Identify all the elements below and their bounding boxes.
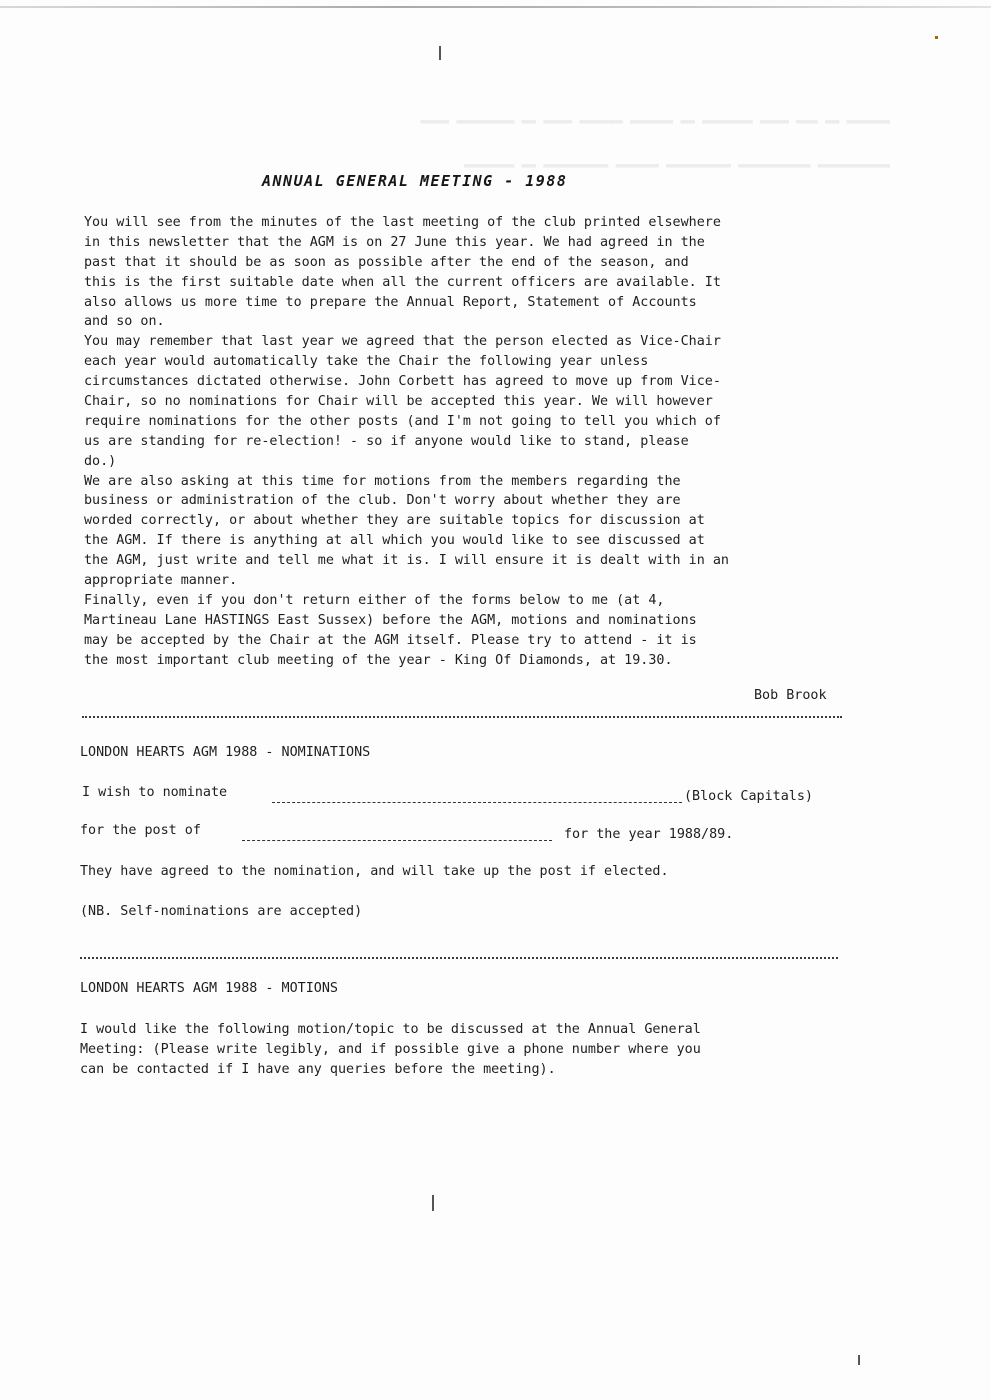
body-line: past that it should be as soon as possible after the end of the season, and [84,254,689,270]
self-nomination-note: (NB. Self-nominations are accepted) [80,904,363,919]
body-line: You will see from the minutes of the last meeting of the club printed elsewhere [84,215,721,230]
body-line: us are standing for re-election! - so if anyone would like to stand, please [84,433,689,449]
body-line: worded correctly, or about whether they are suitable topics for discussion at [84,513,705,529]
body-line: may be accepted by the Chair at the AGM itself. Please try to attend - it is [84,632,697,648]
post-label: for the post of [80,823,201,838]
body-line: and so on. [84,314,165,330]
show-through-background: ▬▬▬▬▬▬ ▬▬ ▬▬▬ ▬▬▬▬ ▬▬▬▬▬▬▬ ▬▬ ▬▬▬▬▬▬ ▬▬▬▬▬▬ ▬▬▬▬ ▬▬ ▬▬▬▬▬▬▬▬ ▬▬▬▬ ▬▬▬▬▬▬▬▬▬▬ ▬▬▬▬▬▬▬▬▬▬ ▬▬▬▬▬▬▬▬▬ ▬▬▬▬▬▬ ▬▬▬▬▬▬▬▬▬ ▬▬ ▬▬▬▬▬▬▬ [420,114,890,172]
body-text [84,213,844,670]
body-line: in this newsletter that the AGM is on 27 June this year. We had agreed in the [84,234,705,250]
body-line: the AGM, just write and tell me what it is. I will ensure it is dealt with in an [84,553,729,569]
body-line: business or administration of the club. Don't worry about whether they are [84,493,681,509]
body-line: Martineau Lane HASTINGS East Sussex) before the AGM, motions and nominations [84,612,697,628]
body-line: circumstances dictated otherwise. John Corbett has agreed to move up from Vice- [84,374,721,390]
dotted-cut-line [80,957,838,959]
body-line: this is the first suitable date when all the current officers are available. It [84,274,721,290]
body-line: Finally, even if you don't return either of the forms below to me (at 4, [84,592,665,608]
body-line: the most important club meeting of the year - King Of Diamonds, at 19.30. [84,652,673,668]
body-line: We are also asking at this time for motions from the members regarding the [84,473,681,489]
nominations-heading: LONDON HEARTS AGM 1988 - NOMINATIONS [80,745,371,760]
scan-mark [432,1195,434,1211]
body-line: appropriate manner. [84,573,238,589]
body-line: You may remember that last year we agreed that the person elected as Vice-Chair [84,334,721,350]
paper-top-edge [0,6,991,8]
body-line: Chair, so no nominations for Chair will be accepted this year. We will however [84,394,713,410]
body-line: do.) [84,453,117,469]
scan-mark [935,36,938,39]
nominee-name-field[interactable] [272,802,682,803]
post-field[interactable] [242,840,552,841]
nominate-label: I wish to nominate [82,785,228,800]
agreed-statement: They have agreed to the nomination, and will take up the post if elected. [80,864,669,879]
body-line: the AGM. If there is anything at all which you would like to see discussed at [84,533,705,549]
motions-text [80,1020,840,1080]
block-capitals-note: (Block Capitals) [684,789,813,804]
body-line: also allows us more time to prepare the Annual Report, Statement of Accounts [84,294,697,310]
body-line: require nominations for the other posts (and I'm not going to tell you which of [84,413,721,429]
scan-mark [439,46,441,60]
motions-line: I would like the following motion/topic to be discussed at the Annual General [80,1022,701,1037]
scan-mark [858,1355,860,1365]
motions-line: Meeting: (Please write legibly, and if possible give a phone number where you [80,1041,701,1057]
motions-heading: LONDON HEARTS AGM 1988 - MOTIONS [80,981,338,996]
dotted-cut-line [82,716,842,718]
page-title: ANNUAL GENERAL MEETING - 1988 [262,172,568,190]
body-line: each year would automatically take the Chair the following year unless [84,354,649,370]
motions-line: can be contacted if I have any queries before the meeting). [80,1061,556,1077]
signature: Bob Brook [754,688,827,703]
year-label: for the year 1988/89. [564,827,734,842]
